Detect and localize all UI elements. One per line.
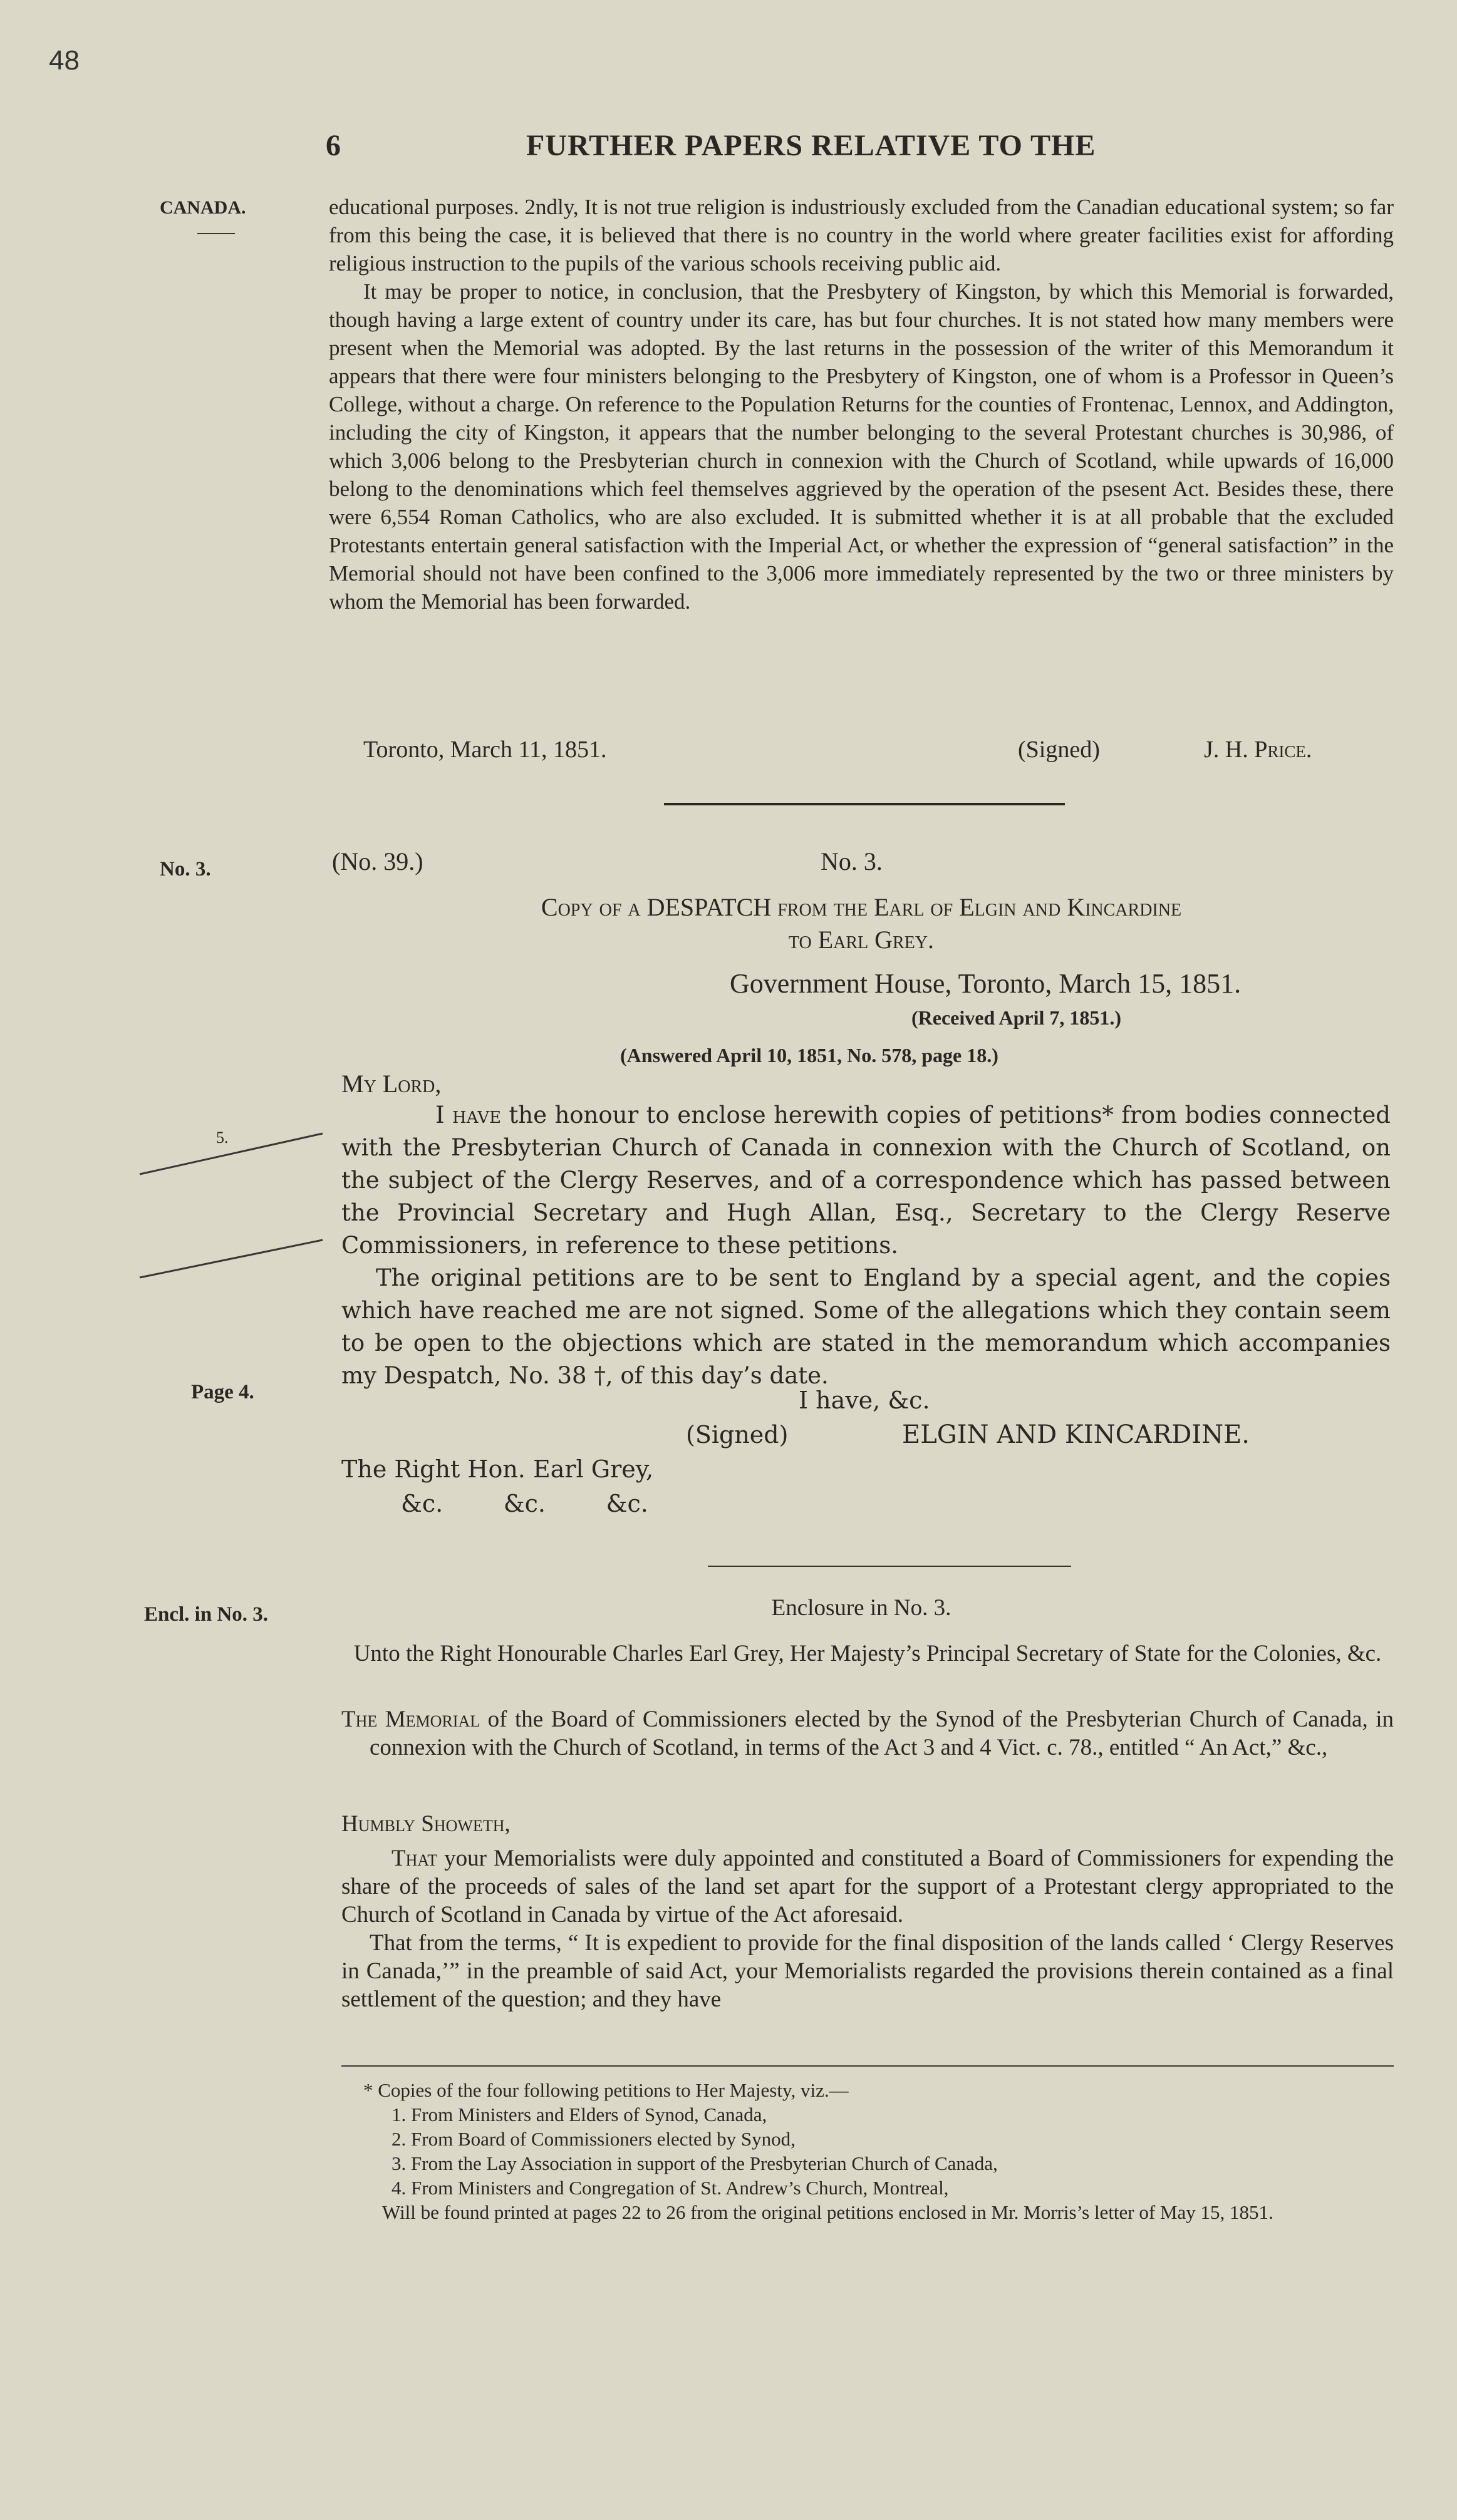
- margin-page4: Page 4.: [191, 1381, 254, 1403]
- footnote-item-4: 4. From Ministers and Congregation of St. Andrew’s Church, Montreal,: [391, 2177, 949, 2199]
- margin-canada-dash: [197, 233, 235, 234]
- memorandum: [329, 193, 1394, 616]
- enclosure-memorial: [341, 1705, 1394, 1762]
- despatch-signer: ELGIN AND KINCARDINE.: [902, 1420, 1250, 1449]
- enclosure-lead: That: [391, 1846, 438, 1871]
- footnote-item-1: 1. From Ministers and Elders of Synod, Canada,: [391, 2104, 767, 2125]
- page-number: 48: [49, 45, 80, 76]
- margin-note-5: 5.: [216, 1128, 229, 1147]
- despatch-received: (Received April 7, 1851.): [911, 1006, 1122, 1029]
- memo-paragraph-2: It may be proper to notice, in conclusion, that the Presbytery of Kingston, by which this Memorial is forwarded, though having a large extent of country under its care, has but four churches. It is not stated how many members were present when the Memorial was adopted. By the last returns in the possession of the writer of this Memorandum it appears that there were four ministers belonging to the Presbytery of Kingston, one of whom is a Professor in Queen’s College, without a charge. On reference to the Population Returns for the counties of Frontenac, Lennox, and Addington, including the city of Kingston, it appears that the number belonging to the several Protestant churches is 30,986, of which 3,006 belong to the Presbyterian church in connexion with the Church of Scotland, while upwards of 16,000 belong to the denominations which feel themselves aggrieved by the operation of the psesent Act. Besides these, there were 6,554 Roman Catholics, who are also excluded. It is submitted whether it is at all probable that the excluded Protestants entertain general satisfaction with the Imperial Act, or whether the expression of “general satisfaction” in the Memorial should not have been confined to the 3,006 more immediately represented by the two or three ministers by whom the Memorial has been forwarded.: [329, 279, 1394, 614]
- memo-place-date: Toronto, March 11, 1851.: [363, 736, 607, 763]
- footnote-item-3: 3. From the Lay Association in support of the Presbyterian Church of Canada,: [391, 2152, 998, 2174]
- margin-encl: Encl. in No. 3.: [144, 1603, 269, 1626]
- footnote: [363, 2078, 1391, 2224]
- memorial-lead: The Memorial: [341, 1707, 480, 1732]
- footnote-closing: Will be found printed at pages 22 to 26 from the original petitions enclosed in Mr. Morris’s letter of May 15, 1851.: [382, 2201, 1273, 2223]
- memorial-text: of the Board of Commissioners elected by the Synod of the Presbyterian Church of Canada, in connexion with the Church of Scotland, in terms of the Act 3 and 4 Vict. c. 78., entitled “ An Act,” &c.,: [370, 1707, 1394, 1760]
- pointer-line-2: [140, 1240, 323, 1278]
- enclosure-paragraph-1: your Memorialists were duly appointed and constituted a Board of Commissioners for expending the share of the proceeds of sales of the land set apart for the support of a Protestant clergy appropriated to the Church of Scotland in Canada by virtue of the Act aforesaid.: [341, 1846, 1394, 1928]
- pointer-line-1: [140, 1133, 323, 1174]
- footnote-item-2: 2. From Board of Commissioners elected by Synod,: [391, 2128, 796, 2150]
- despatch-paragraph-2: The original petitions are to be sent to England by a special agent, and the copies which have reached me are not signed. Some of the allegations which they contain seem to be open to the objections which are stated in the memorandum which accompanies my Despatch, No. 38 †, of this day’s date.: [341, 1264, 1391, 1389]
- despatch-place: Government House, Toronto, March 15, 1851.: [730, 968, 1242, 999]
- enclosure-paragraph-2: That from the terms, “ It is expedient to provide for the final disposition of the lands called ‘ Clergy Reserves in Canada,’” in the preamble of said Act, your Memorialists regarded the provisions therein contained as a final settlement of the question; and they have: [341, 1930, 1394, 2012]
- enclosure-rule: [708, 1566, 1071, 1567]
- enclosure-heading: Enclosure in No. 3.: [771, 1595, 951, 1621]
- despatch-answered: (Answered April 10, 1851, No. 578, page 18.): [620, 1044, 998, 1066]
- despatch-title-2: to Earl Grey.: [788, 926, 935, 954]
- margin-canada: CANADA.: [160, 197, 246, 218]
- margin-no3: No. 3.: [160, 858, 211, 880]
- despatch-etc: &c. &c. &c.: [401, 1490, 648, 1517]
- margin-pointer-lines: [135, 1127, 329, 1284]
- despatch-ref: (No. 39.): [332, 847, 423, 875]
- despatch-closing: I have, &c.: [799, 1387, 930, 1414]
- enclosure-body: [341, 1844, 1394, 2013]
- despatch-title-1: Copy of a DESPATCH from the Earl of Elgin and Kincardine: [541, 893, 1182, 921]
- running-head-number: 6: [326, 129, 341, 162]
- despatch-body: [341, 1099, 1391, 1392]
- despatch-lead: I have: [435, 1102, 501, 1128]
- footnote-rule: [341, 2065, 1394, 2067]
- enclosure-showeth: Humbly Showeth,: [341, 1811, 511, 1837]
- footnote-intro: * Copies of the four following petitions to Her Majesty, viz.—: [363, 2079, 849, 2101]
- memo-signer: J. H. Price.: [1204, 736, 1312, 763]
- despatch-salutation: My Lord,: [341, 1070, 442, 1098]
- despatch-number: No. 3.: [821, 847, 883, 875]
- despatch-paragraph-1: the honour to enclose herewith copies of petitions* from bodies connected with the Presbyterian Church of Canada in connexion with the Church of Scotland, on the subject of the Clergy Reserves, and of a correspondence which has passed between the Provincial Secretary and Hugh Allan, Esq., Secretary to the Clergy Reserve Commissioners, in reference to these petitions.: [341, 1102, 1391, 1259]
- running-head: FURTHER PAPERS RELATIVE TO THE: [526, 129, 1096, 162]
- enclosure-address: Unto the Right Honourable Charles Earl Grey, Her Majesty’s Principal Secretary of State for the Colonies, &c.: [353, 1641, 1382, 1666]
- memo-paragraph-1: educational purposes. 2ndly, It is not true religion is industriously excluded from the Canadian educational system; so far from this being the case, it is believed that there is no country in the world where greater facilities exist for affording religious instruction to the pupils of the various schools receiving public aid.: [329, 195, 1394, 276]
- despatch-addressee: The Right Hon. Earl Grey,: [341, 1455, 654, 1483]
- memo-signed: (Signed): [1018, 736, 1100, 763]
- despatch-signed: (Signed): [686, 1421, 789, 1448]
- section-rule: [664, 803, 1065, 805]
